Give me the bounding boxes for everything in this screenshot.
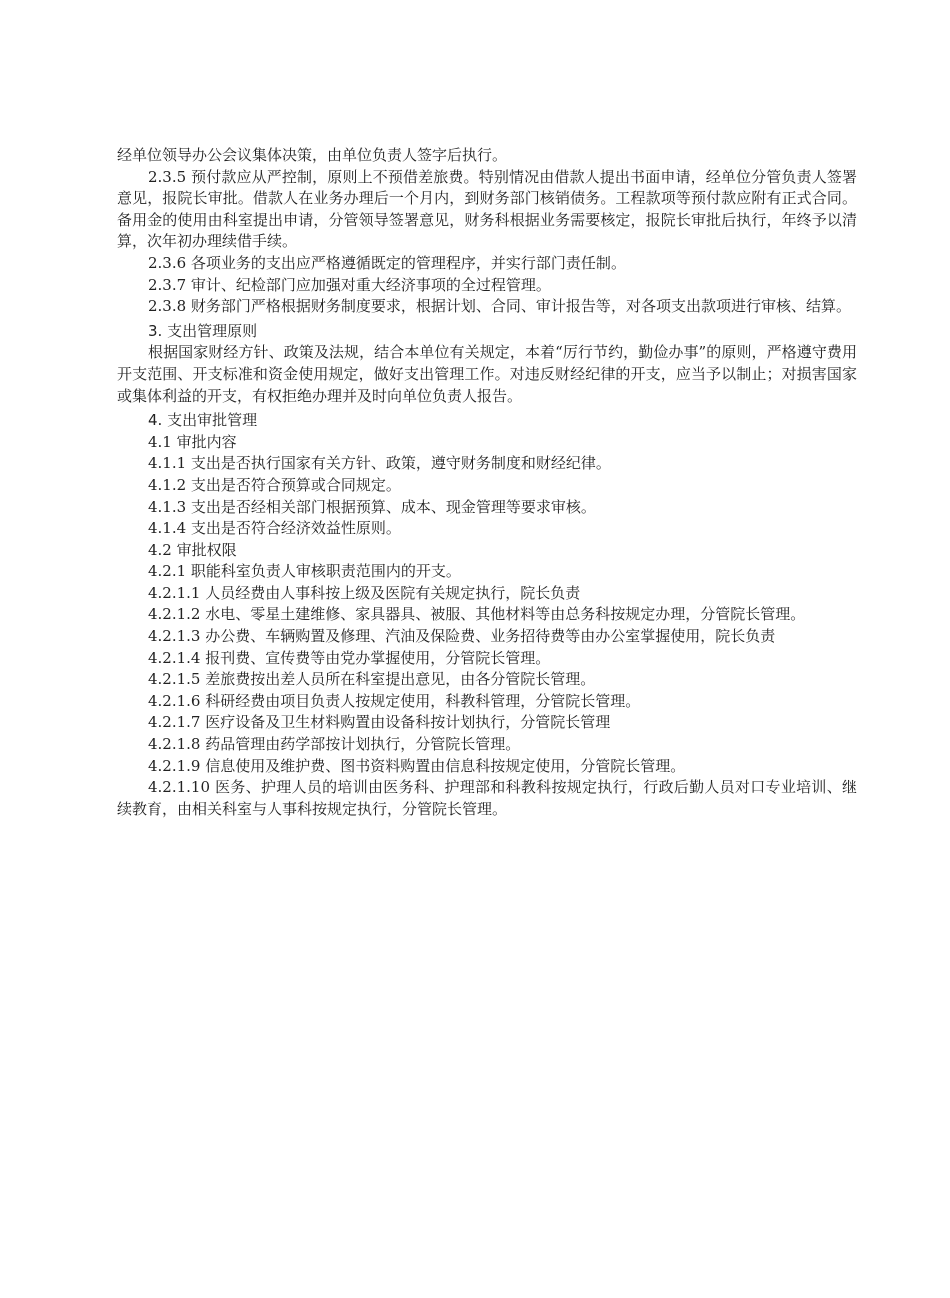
section-4-item: 4.2 审批权限 [148,540,237,559]
section-3-body: 根据国家财经方针、政策及法规，结合本单位有关规定，本着“厉行节约，勤俭办事”的原则，严格遵守费用开支范围、开支标准和资金使用规定，做好支出管理工作。对违反财经纪律的开支，应当予以制止；对损害国家或集体利益的开支，有权拒绝办理并及时向单位负责人报告。 [117,343,857,405]
section-4-item: 4.1.4 支出是否符合经济效益性原则。 [148,519,401,538]
paragraph-2-3-5: 2.3.5 预付款应从严控制，原则上不预借差旅费。特别情况由借款人提出书面申请，经单位分管负责人签署意见，报院长审批。借款人在业务办理后一个月内，到财务部门核销债务。工程款项等预付款应附有正式合同。备用金的使用由科室提出申请，分管领导签署意见，财务科根据业务需要核定，报院长审批后执行，年终予以清算，次年初办理续借手续。 [117,167,857,251]
section-4-item: 4.1 审批内容 [148,432,237,451]
paragraph-continuation: 经单位领导办公会议集体决策，由单位负责人签字后执行。 [117,146,508,164]
paragraph-2-3-6: 2.3.6 各项业务的支出应严格遵循既定的管理程序，并实行部门责任制。 [148,253,626,272]
document-page [117,145,857,820]
section-4-item: 4.2.1.2 水电、零星土建维修、家具器具、被服、其他材料等由总务科按规定办理，分管院长管理。 [148,605,806,624]
section-4-item: 4.2.1.4 报刊费、宣传费等由党办掌握使用，分管院长管理。 [148,648,551,667]
paragraph-2-3-7: 2.3.7 审计、纪检部门应加强对重大经济事项的全过程管理。 [148,275,551,294]
section-4-item: 4.2.1.3 办公费、车辆购置及修理、汽油及保险费、业务招待费等由办公室掌握使用，院长负责 [148,627,776,646]
section-4-item: 4.1.1 支出是否执行国家有关方针、政策，遵守财务制度和财经纪律。 [148,454,611,473]
section-4-item: 4.1.3 支出是否经相关部门根据预算、成本、现金管理等要求审核。 [148,497,596,516]
section-3-heading: 3. 支出管理原则 [148,321,258,340]
section-4-item: 4.2.1.9 信息使用及维护费、图书资料购置由信息科按规定使用，分管院长管理。 [148,756,686,775]
section-4-item: 4.2.1.7 医疗设备及卫生材料购置由设备科按计划执行，分管院长管理 [148,713,611,732]
paragraph-2-3-8: 2.3.8 财务部门严格根据财务制度要求，根据计划、合同、审计报告等，对各项支出款项进行审核、结算。 [148,297,851,316]
section-4-heading: 4. 支出审批管理 [148,411,258,430]
section-4-item: 4.2.1.1 人员经费由人事科按上级及医院有关规定执行，院长负责 [148,583,581,602]
section-4-item: 4.2.1.6 科研经费由项目负责人按规定使用，科教科管理，分管院长管理。 [148,691,641,710]
section-4-item: 4.1.2 支出是否符合预算或合同规定。 [148,475,401,494]
section-4-item: 4.2.1.5 差旅费按出差人员所在科室提出意见，由各分管院长管理。 [148,670,596,689]
section-4-item: 4.2.1.8 药品管理由药学部按计划执行，分管院长管理。 [148,735,521,754]
section-4-item: 4.2.1 职能科室负责人审核职责范围内的开支。 [148,562,461,581]
section-4-item: 4.2.1.10 医务、护理人员的培训由医务科、护理部和科教科按规定执行，行政后勤人员对口专业培训、继续教育，由相关科室与人事科按规定执行，分管院长管理。 [117,778,857,818]
